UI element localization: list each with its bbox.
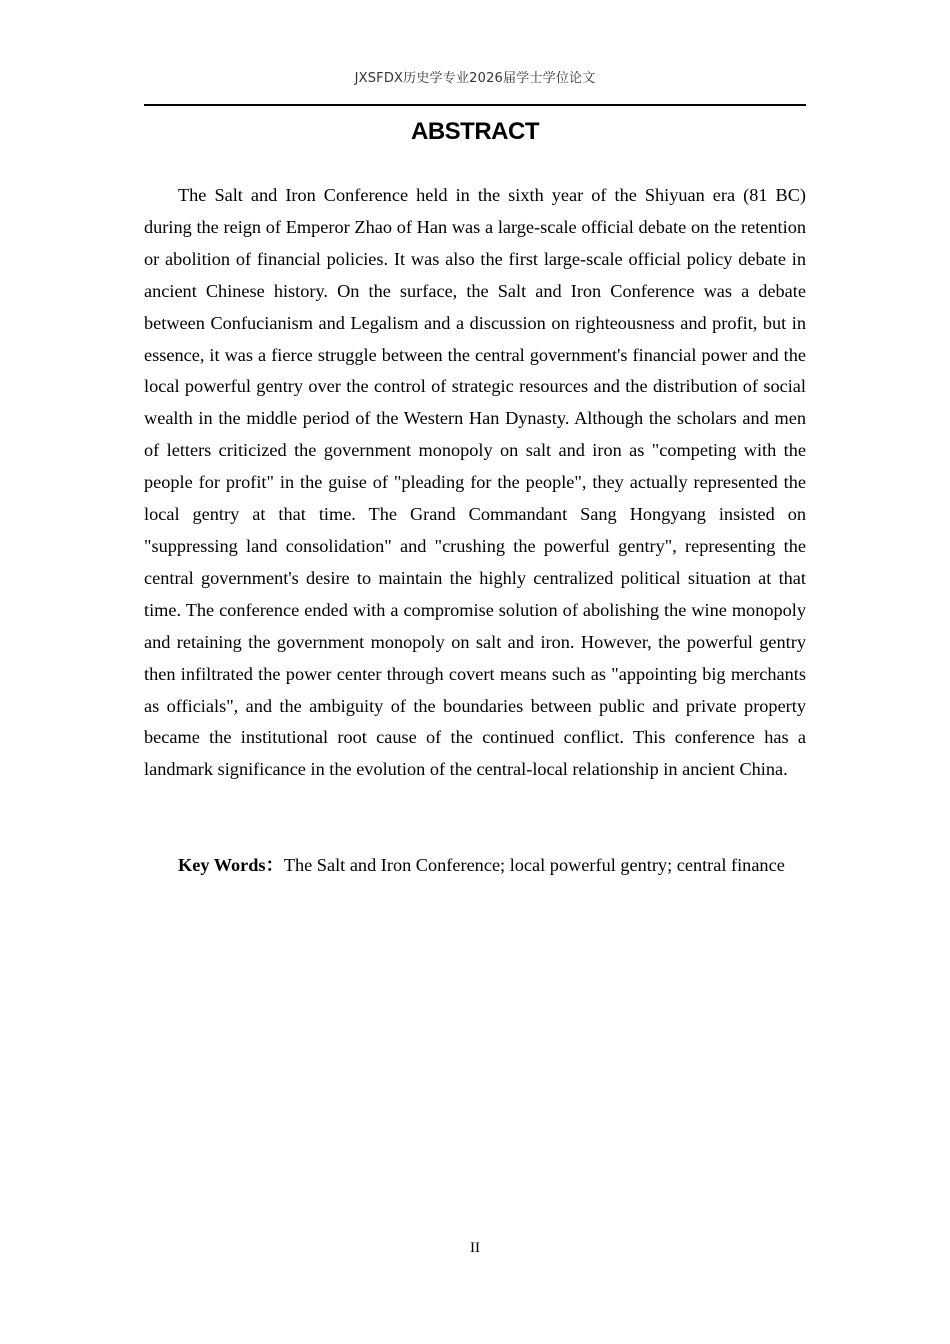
- running-header: JXSFDX历史学专业2026届学士学位论文: [354, 71, 596, 86]
- abstract-body: The Salt and Iron Conference held in the sixth year of the Shiyuan era (81 BC) during the reign of Emperor Zhao of Han was a large-scale official debate on the retention or abolition of financial policies. It was also the first large-scale official policy debate in ancient Chinese history. On the surface, the Salt and Iron Conference was a debate between Confucianism and Legalism and a discussion on righteousness and profit, but in essence, it was a fierce struggle between the central government's financial power and the local powerful gentry over the control of strategic resources and the distribution of social wealth in the middle period of the Western Han Dynasty. Although the scholars and men of letters criticized the government monopoly on salt and iron as "competing with the people for profit" in the guise of "pleading for the people", they actually represented the local gentry at that time. The Grand Commandant Sang Hongyang insisted on "suppressing land consolidation" and "crushing the powerful gentry", representing the central government's desire to maintain the highly centralized political situation at that time. The conference ended with a compromise solution of abolishing the wine monopoly and retaining the government monopoly on salt and iron. However, the powerful gentry then infiltrated the power center through covert means such as "appointing big merchants as officials", and the ambiguity of the boundaries between public and private property became the institutional root cause of the continued conflict. This conference has a landmark significance in the evolution of the central-local relationship in ancient China.: [144, 185, 806, 780]
- page-number: II: [470, 1240, 480, 1256]
- keywords-paragraph: [144, 850, 806, 882]
- keywords-label: Key Words：: [178, 855, 284, 875]
- header-divider: [144, 104, 806, 106]
- keywords-text: The Salt and Iron Conference; local powerful gentry; central finance: [283, 855, 785, 875]
- abstract-title: ABSTRACT: [411, 118, 539, 145]
